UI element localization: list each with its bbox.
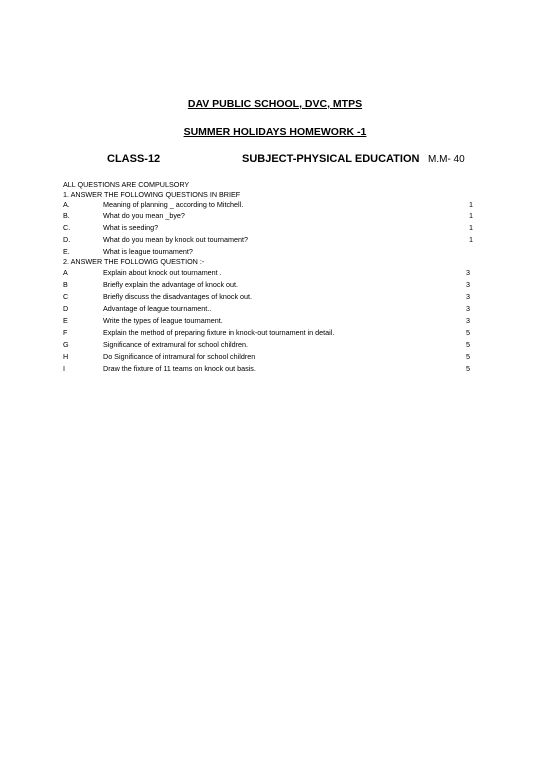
question-row bbox=[63, 304, 470, 315]
class-label: CLASS-12 bbox=[107, 153, 161, 165]
question-marks: 1 bbox=[469, 223, 473, 232]
question-marks: 1 bbox=[469, 235, 473, 244]
question-text: Briefly discuss the disadvantages of knock out. bbox=[103, 292, 253, 301]
question-row bbox=[63, 280, 470, 291]
question-row bbox=[63, 292, 470, 303]
school-title: DAV PUBLIC SCHOOL, DVC, MTPS bbox=[187, 98, 363, 110]
question-label: E. bbox=[63, 247, 70, 256]
question-marks: 3 bbox=[466, 280, 470, 289]
question-label: B bbox=[63, 280, 68, 289]
max-marks-label: M.M- 40 bbox=[428, 154, 465, 165]
question-marks: 5 bbox=[466, 340, 470, 349]
question-text: Do Significance of intramural for school children bbox=[103, 352, 256, 361]
question-row bbox=[63, 235, 473, 246]
question-label: G bbox=[63, 340, 69, 349]
question-row bbox=[63, 340, 470, 351]
section2-heading: 2. ANSWER THE FOLLOWIG QUESTION :- bbox=[63, 257, 205, 266]
question-marks: 5 bbox=[466, 364, 470, 373]
homework-title: SUMMER HOLIDAYS HOMEWORK -1 bbox=[183, 126, 367, 138]
question-text: What do you mean by knock out tournament? bbox=[103, 235, 249, 244]
question-marks: 3 bbox=[466, 304, 470, 313]
question-text: Explain about knock out tournament . bbox=[103, 268, 222, 277]
question-marks: 3 bbox=[466, 316, 470, 325]
question-row bbox=[63, 316, 470, 327]
question-label: F bbox=[63, 328, 68, 337]
question-row bbox=[63, 200, 473, 211]
question-text: Significance of extramural for school children. bbox=[103, 340, 249, 349]
question-marks: 5 bbox=[466, 352, 470, 361]
question-row bbox=[63, 364, 470, 375]
question-text: Briefly explain the advantage of knock out. bbox=[103, 280, 239, 289]
question-label: A bbox=[63, 268, 68, 277]
question-text: Explain the method of preparing fixture in knock-out tournament in detail. bbox=[103, 328, 335, 337]
question-marks: 1 bbox=[469, 200, 473, 209]
question-text: What is league tournament? bbox=[103, 247, 193, 256]
question-label: D bbox=[63, 304, 69, 313]
question-row bbox=[63, 328, 470, 339]
question-text: What do you mean _bye? bbox=[103, 211, 185, 220]
question-text: Draw the fixture of 11 teams on knock out basis. bbox=[103, 364, 256, 373]
question-row bbox=[63, 268, 470, 279]
question-row bbox=[63, 352, 470, 363]
section1-heading: 1. ANSWER THE FOLLOWING QUESTIONS IN BRIEF bbox=[63, 190, 241, 199]
question-row bbox=[63, 223, 473, 234]
instructions-text: ALL QUESTIONS ARE COMPULSORY bbox=[63, 180, 190, 189]
question-label: C bbox=[63, 292, 69, 301]
question-marks: 5 bbox=[466, 328, 470, 337]
question-label: I bbox=[63, 364, 65, 373]
question-label: A. bbox=[63, 200, 70, 209]
question-marks: 3 bbox=[466, 268, 470, 277]
question-text: What is seeding? bbox=[103, 223, 159, 232]
question-marks: 3 bbox=[466, 292, 470, 301]
question-label: C. bbox=[63, 223, 71, 232]
question-label: H bbox=[63, 352, 69, 361]
question-text: Advantage of league tournament.. bbox=[103, 304, 212, 313]
question-row bbox=[63, 211, 473, 222]
question-text: Write the types of league tournament. bbox=[103, 316, 223, 325]
subject-label: SUBJECT-PHYSICAL EDUCATION bbox=[242, 153, 420, 165]
question-marks: 1 bbox=[469, 211, 473, 220]
question-label: D. bbox=[63, 235, 71, 244]
question-text: Meaning of planning _ according to Mitchell. bbox=[103, 200, 244, 209]
question-label: B. bbox=[63, 211, 70, 220]
question-label: E bbox=[63, 316, 68, 325]
